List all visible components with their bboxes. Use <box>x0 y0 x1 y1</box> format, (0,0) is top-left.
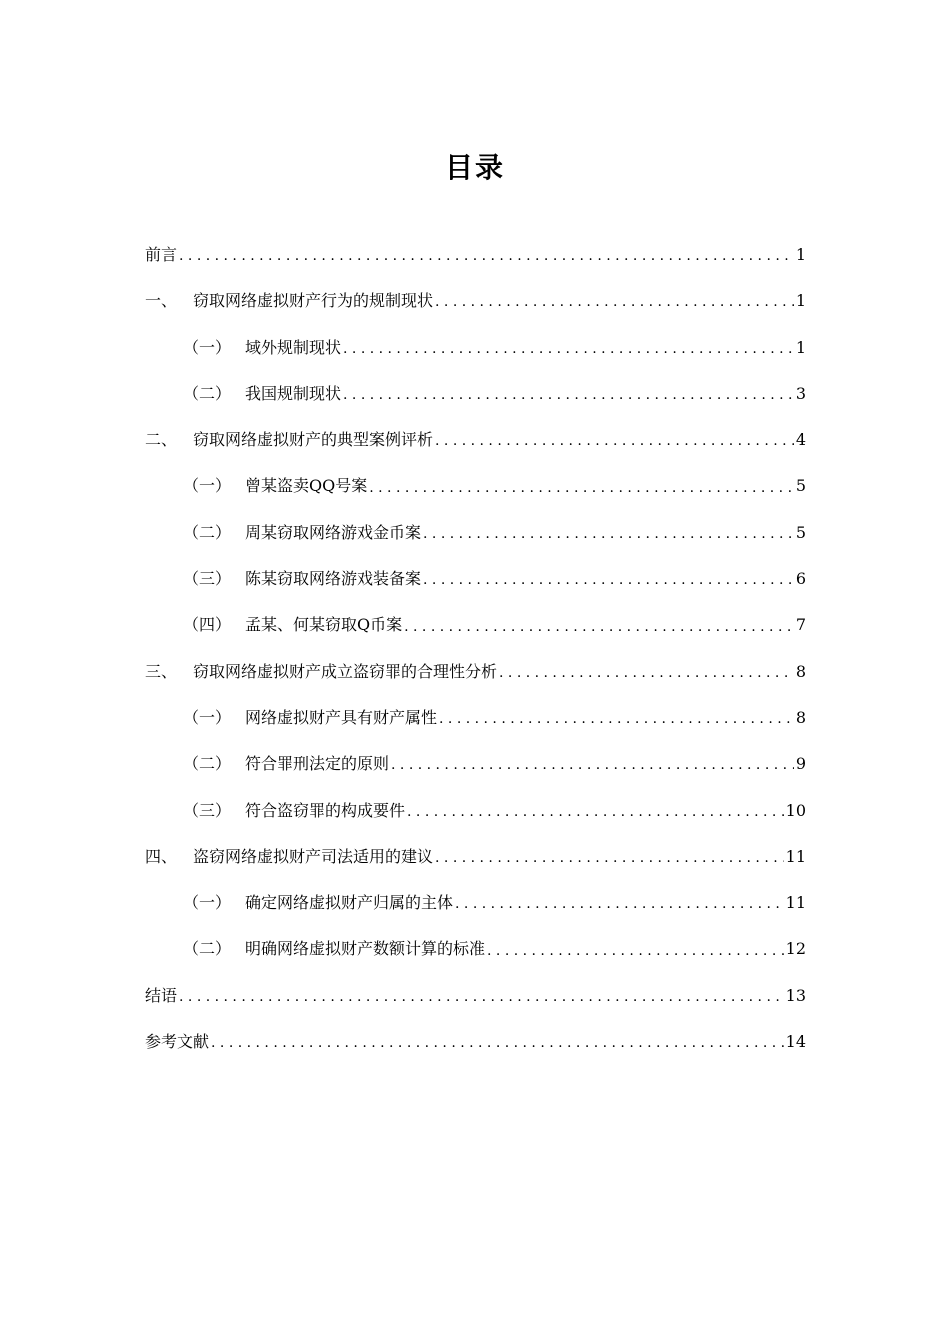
toc-entry-title: 窃取网络虚拟财产的典型案例评析 <box>193 430 434 450</box>
toc-entry-number: （一） <box>183 337 232 357</box>
toc-entry-title: 参考文献 <box>145 1032 210 1052</box>
toc-entry[interactable] <box>145 1025 806 1071</box>
toc-entry-number: （三） <box>183 800 232 820</box>
toc-entry-title: 窃取网络虚拟财产成立盗窃罪的合理性分析 <box>193 661 498 681</box>
toc-entry-title: 曾某盗卖QQ号案 <box>245 476 368 496</box>
toc-entry-number: 四、 <box>145 846 178 866</box>
toc-entry[interactable] <box>145 516 806 562</box>
toc-entry-title: 前言 <box>145 245 178 264</box>
toc-entry-page-number: 11 <box>785 893 806 913</box>
toc-entry-title: 明确网络虚拟财产数额计算的标准 <box>245 939 486 959</box>
toc-entry-page-number: 7 <box>795 615 806 635</box>
dot-leader <box>435 855 784 871</box>
toc-entry-page-number: 1 <box>795 245 806 264</box>
toc-entry-title: 窃取网络虚拟财产行为的规制现状 <box>193 291 434 311</box>
toc-entry-title: 域外规制现状 <box>245 337 342 357</box>
toc-entry-page-number: 3 <box>795 383 806 403</box>
toc-entry-page-number: 1 <box>795 291 806 311</box>
dot-leader <box>404 624 794 640</box>
toc-entry-page-number: 14 <box>785 1032 806 1052</box>
toc-entry-number: （四） <box>183 615 232 635</box>
toc-entry-number: （一） <box>183 707 232 727</box>
toc-entry-number: （二） <box>183 754 232 774</box>
toc-entry[interactable] <box>145 932 806 978</box>
toc-entry[interactable] <box>145 979 806 1025</box>
toc-entry-page-number: 1 <box>795 337 806 357</box>
toc-entry-page-number: 11 <box>785 846 806 866</box>
toc-entry-title: 我国规制现状 <box>245 383 342 403</box>
toc-entry-page-number: 9 <box>795 754 806 774</box>
toc-entry-number: 一、 <box>145 291 178 311</box>
toc-entry-page-number: 5 <box>795 476 806 496</box>
dot-leader <box>211 1040 784 1056</box>
toc-entry[interactable] <box>145 840 806 886</box>
dot-leader <box>439 716 794 732</box>
toc-entry-title: 网络虚拟财产具有财产属性 <box>245 707 438 727</box>
table-of-contents <box>145 238 806 1071</box>
toc-entry-title: 符合罪刑法定的原则 <box>245 754 390 774</box>
toc-entry-title: 确定网络虚拟财产归属的主体 <box>245 893 454 913</box>
toc-title: 目录 <box>444 151 505 184</box>
toc-entry-title: 陈某窃取网络游戏装备案 <box>245 569 422 589</box>
toc-entry-number: （二） <box>183 522 232 542</box>
toc-entry-page-number: 6 <box>795 569 806 589</box>
toc-entry[interactable] <box>145 608 806 654</box>
dot-leader <box>179 994 784 1010</box>
toc-entry-page-number: 8 <box>795 707 806 727</box>
toc-entry-number: 三、 <box>145 661 178 681</box>
toc-entry[interactable] <box>145 238 806 284</box>
toc-entry-page-number: 12 <box>785 939 806 959</box>
toc-entry-number: （一） <box>183 893 232 913</box>
toc-entry[interactable] <box>145 794 806 840</box>
dot-leader <box>343 392 794 408</box>
dot-leader <box>435 438 794 454</box>
toc-entry-page-number: 4 <box>795 430 806 450</box>
toc-entry-title: 盗窃网络虚拟财产司法适用的建议 <box>193 846 434 866</box>
toc-entry-page-number: 13 <box>785 985 806 1005</box>
dot-leader <box>423 577 794 593</box>
dot-leader <box>487 948 784 964</box>
toc-entry-title: 孟某、何某窃取Q币案 <box>245 615 403 635</box>
dot-leader <box>407 809 784 825</box>
dot-leader <box>179 253 794 269</box>
toc-entry[interactable] <box>145 562 806 608</box>
toc-entry[interactable] <box>145 469 806 515</box>
toc-entry-title: 周某窃取网络游戏金币案 <box>245 522 422 542</box>
dot-leader <box>343 346 794 362</box>
toc-entry-page-number: 10 <box>785 800 806 820</box>
dot-leader <box>369 485 794 501</box>
dot-leader <box>455 901 784 917</box>
toc-entry[interactable] <box>145 423 806 469</box>
toc-entry[interactable] <box>145 331 806 377</box>
toc-entry[interactable] <box>145 655 806 701</box>
toc-entry[interactable] <box>145 747 806 793</box>
dot-leader <box>499 670 794 686</box>
toc-entry-title: 结语 <box>145 985 178 1005</box>
toc-entry-number: （一） <box>183 476 232 496</box>
toc-entry[interactable] <box>145 284 806 330</box>
toc-entry-number: 二、 <box>145 430 178 450</box>
dot-leader <box>423 531 794 547</box>
toc-entry-number: （二） <box>183 939 232 959</box>
toc-entry[interactable] <box>145 377 806 423</box>
toc-entry[interactable] <box>145 886 806 932</box>
dot-leader <box>435 299 794 315</box>
toc-entry-number: （二） <box>183 383 232 403</box>
toc-entry-page-number: 8 <box>795 661 806 681</box>
toc-entry-number: （三） <box>183 569 232 589</box>
dot-leader <box>391 762 794 778</box>
toc-entry-page-number: 5 <box>795 522 806 542</box>
toc-entry[interactable] <box>145 701 806 747</box>
toc-entry-title: 符合盗窃罪的构成要件 <box>245 800 406 820</box>
